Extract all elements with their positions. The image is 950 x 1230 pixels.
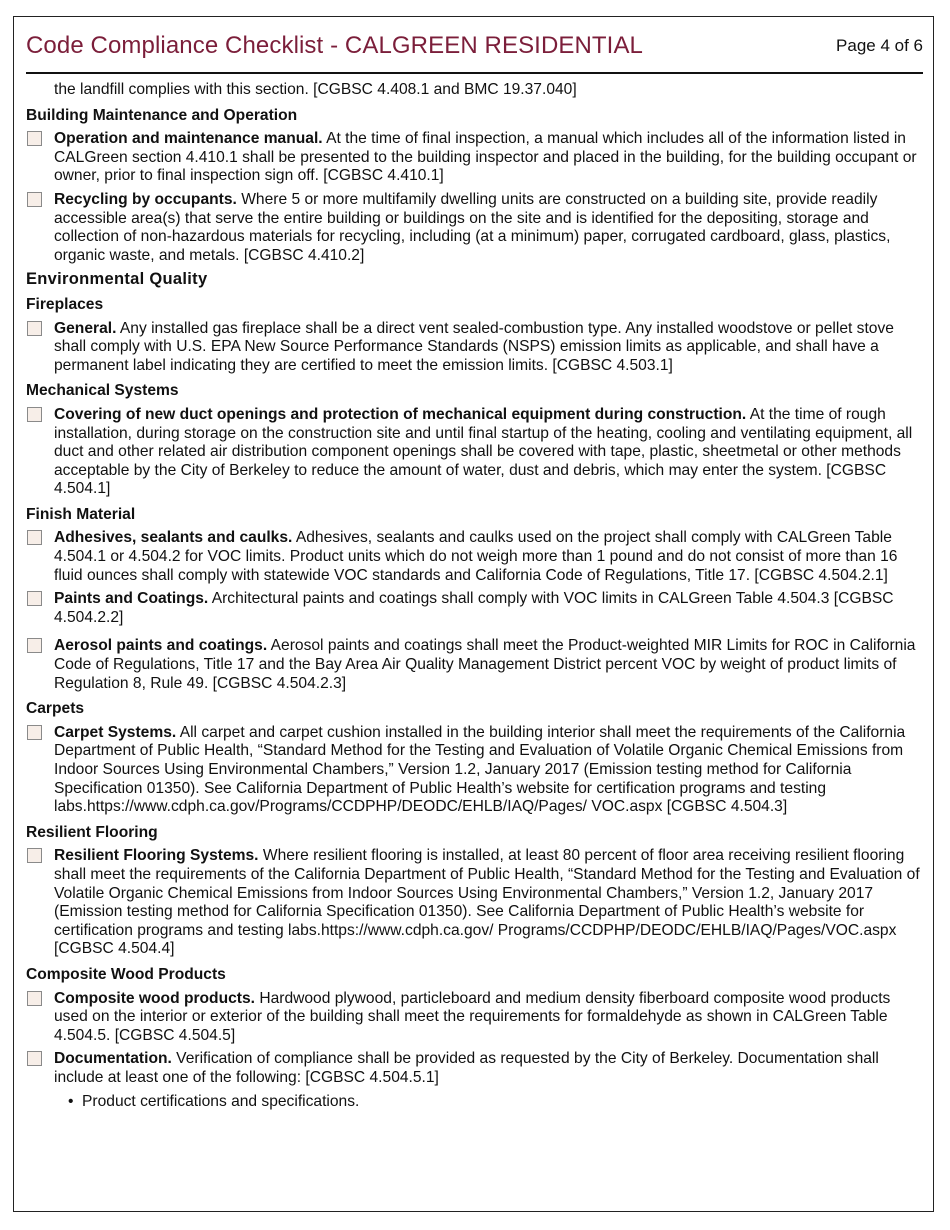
subheading-composite-wood: Composite Wood Products [26, 965, 226, 983]
item-text: All carpet and carpet cushion installed in the building interior shall meet the requirements of the California Department of Public Health, “Standard Method for the Testing and Evaluation of Volatile Organic Chemical Emissions from Indoor Sources Using Environmental Chambers,” Version 1.2, January 2017 (Emission testing method for California Specification 01350). See California Department of Public Health’s website for certification programs and testing labs.https://www.cdph.ca.gov/Programs/CCDPHP/DEODC/EHLB/IAQ/Pages/ VOC.aspx [CGBSC 4.504.3] [54, 723, 906, 816]
item-text: Hardwood plywood, particleboard and medium density fiberboard composite wood products used on the interior or exterior of the building shall meet the requirements for formaldehyde as shown in CALGreen Table 4.504.5. [CGBSC 4.504.5] [54, 989, 891, 1044]
checkbox[interactable] [27, 131, 42, 146]
checklist-item [26, 529, 923, 585]
checkbox[interactable] [27, 1051, 42, 1066]
checkbox[interactable] [27, 530, 42, 545]
item-term: Aerosol paints and coatings. [54, 637, 268, 655]
checkbox[interactable] [27, 591, 42, 606]
checklist-content [26, 81, 923, 1111]
item-text: Architectural paints and coatings shall comply with VOC limits in CALGreen Table 4.504.3 [CGBSC 4.504.2.2] [54, 590, 894, 626]
item-term: Adhesives, sealants and caulks. [54, 529, 293, 547]
checklist-item [26, 590, 923, 627]
checkbox[interactable] [27, 192, 42, 207]
checklist-item [26, 990, 923, 1046]
checkbox[interactable] [27, 407, 42, 422]
checklist-item [26, 130, 923, 186]
item-text: Aerosol paints and coatings shall meet the Product-weighted MIR Limits for ROC in California Code of Regulations, Title 17 and the Bay Area Air Quality Management District percent VOC by weight of product limits of Regulation 8, Rule 49. [CGBSC 4.504.2.3] [54, 637, 916, 692]
checklist-item [26, 724, 923, 817]
section-environmental-quality: Environmental Quality [26, 270, 208, 289]
checklist-item [26, 637, 923, 693]
subheading-resilient-flooring: Resilient Flooring [26, 823, 158, 841]
item-term: Operation and maintenance manual. [54, 130, 323, 148]
item-term: Recycling by occupants. [54, 190, 237, 208]
subheading-finish-material: Finish Material [26, 505, 136, 523]
bullet-dot-icon: • [68, 1092, 74, 1110]
item-term: Paints and Coatings. [54, 590, 209, 608]
checkbox[interactable] [27, 321, 42, 336]
item-text: At the time of rough installation, during storage on the construction site and until final startup of the heating, cooling and ventilating equipment, all duct and other related air distribution component openings shall be covered with tape, plastic, sheetmetal or other methods acceptable by the City of Berkeley to reduce the amount of water, dust and debris, which may enter the system. [CGBSC 4.504.1] [54, 405, 913, 498]
bullet-item [26, 1093, 923, 1112]
page-header [26, 30, 923, 74]
item-text: Where resilient flooring is installed, at least 80 percent of floor area receiving resilient flooring shall meet the requirements of the California Department of Public Health, “Standard Method for the Testing and Evaluation of Volatile Organic Chemical Emissions from Indoor Sources Using Environmental Chambers,” Version 1.2, January 2017 (Emission testing method for California Specification 01350). See California Department of Public Health’s website for certification programs and testing labs.https://www.cdph.ca.gov/ Programs/CCDPHP/DEODC/EHLB/IAQ/Pages/VOC.aspx [CGBSC 4.504.4] [54, 847, 920, 958]
subheading-mechanical-systems: Mechanical Systems [26, 382, 179, 400]
item-text: Verification of compliance shall be provided as requested by the City of Berkeley. Documentation shall include at least one of the following: [CGBSC 4.504.5.1] [54, 1050, 879, 1086]
item-text: At the time of final inspection, a manual which includes all of the information listed in CALGreen section 4.410.1 shall be presented to the building inspector and placed in the building, for the building occupant or owner, prior to final inspection sign off. [CGBSC 4.410.1] [54, 130, 917, 185]
checklist-item [26, 847, 923, 959]
item-text: Adhesives, sealants and caulks used on the project shall comply with CALGreen Table 4.504.1 or 4.504.2 for VOC limits. Product units which do not weigh more than 1 pound and do not consist of more than 16 fluid ounces shall comply with statewide VOC standards and California Code of Regulations, Title 17. [CGBSC 4.504.2.1] [54, 529, 898, 584]
document-title: Code Compliance Checklist - CALGREEN RESIDENTIAL [26, 32, 643, 59]
checklist-item [26, 191, 923, 265]
item-term: Carpet Systems. [54, 723, 177, 741]
item-term: Composite wood products. [54, 989, 255, 1007]
checklist-item [26, 406, 923, 499]
page-number: Page 4 of 6 [836, 36, 923, 55]
item-term: Covering of new duct openings and protection of mechanical equipment during construction. [54, 405, 747, 423]
checkbox[interactable] [27, 725, 42, 740]
checklist-item [26, 1050, 923, 1087]
item-term: Resilient Flooring Systems. [54, 847, 259, 865]
item-term: Documentation. [54, 1050, 172, 1068]
checkbox[interactable] [27, 991, 42, 1006]
continued-text: the landfill complies with this section. [CGBSC 4.408.1 and BMC 19.37.040] [54, 81, 577, 98]
subheading-carpets: Carpets [26, 700, 85, 718]
subheading-fireplaces: Fireplaces [26, 295, 104, 313]
item-text: Any installed gas fireplace shall be a direct vent sealed-combustion type. Any installed woodstove or pellet stove shall comply with U.S. EPA New Source Performance Standards (NSPS) emission limits as applicable, and shall have a permanent label indicating they are certified to meet the emission limits. [CGBSC 4.503.1] [54, 319, 894, 374]
bullet-text: Product certifications and specifications. [82, 1092, 360, 1110]
subheading-building-maintenance: Building Maintenance and Operation [26, 106, 298, 124]
item-term: General. [54, 319, 117, 337]
checklist-item [26, 320, 923, 376]
checkbox[interactable] [27, 848, 42, 863]
item-text: Where 5 or more multifamily dwelling units are constructed on a building site, provide readily accessible area(s) that serve the entire building or buildings on the site and is identified for the depositing, storage and collection of non-hazardous materials for recycling, including (at a minimum) paper, corrugated cardboard, glass, plastics, organic waste, and metals. [CGBSC 4.410.2] [54, 190, 891, 264]
checkbox[interactable] [27, 638, 42, 653]
